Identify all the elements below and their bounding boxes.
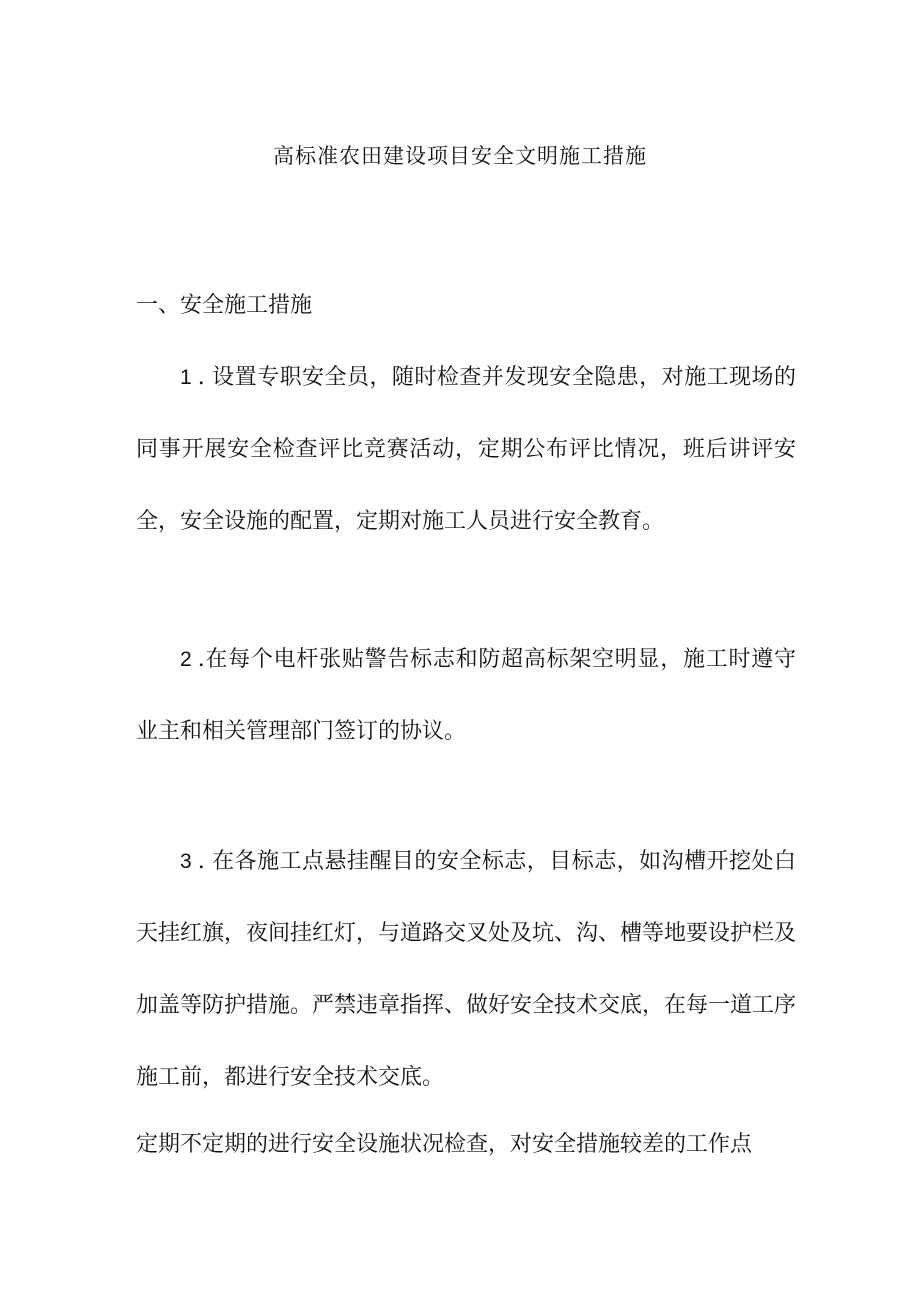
item-number: 3 (180, 850, 192, 873)
item-text: .在每个电杆张贴警告标志和防超高标架空明显，施工时遵守业主和相关管理部门签订的协议。 (136, 647, 796, 744)
item-number: 2 (180, 648, 192, 671)
section-heading: 一、安全施工措施 (136, 293, 313, 318)
document-title: 高标准农田建设项目安全文明施工措施 (273, 144, 647, 168)
list-item (136, 342, 796, 558)
item-text: . 设置专职安全员，随时检查并发现安全隐患，对施工现场的同事开展安全检查评比竞赛活动，定期公布评比情况，班后讲评安全，安全设施的配置，定期对施工人员进行安全教育。 (136, 365, 796, 534)
item-text: . 在各施工点悬挂醒目的安全标志，目标志，如沟槽开挖处白天挂红旗，夜间挂红灯，与道路交叉处及坑、沟、槽等地要设护栏及加盖等防护措施。严禁违章指挥、做好安全技术交底，在每一道工序施工前，都进行安全技术交底。 (136, 849, 797, 1090)
trailing-paragraph: 定期不定期的进行安全设施状况检查，对安全措施较差的工作点 (136, 1132, 753, 1157)
item-number: 1 (180, 366, 192, 389)
list-item (136, 624, 796, 768)
list-item (136, 826, 796, 1114)
